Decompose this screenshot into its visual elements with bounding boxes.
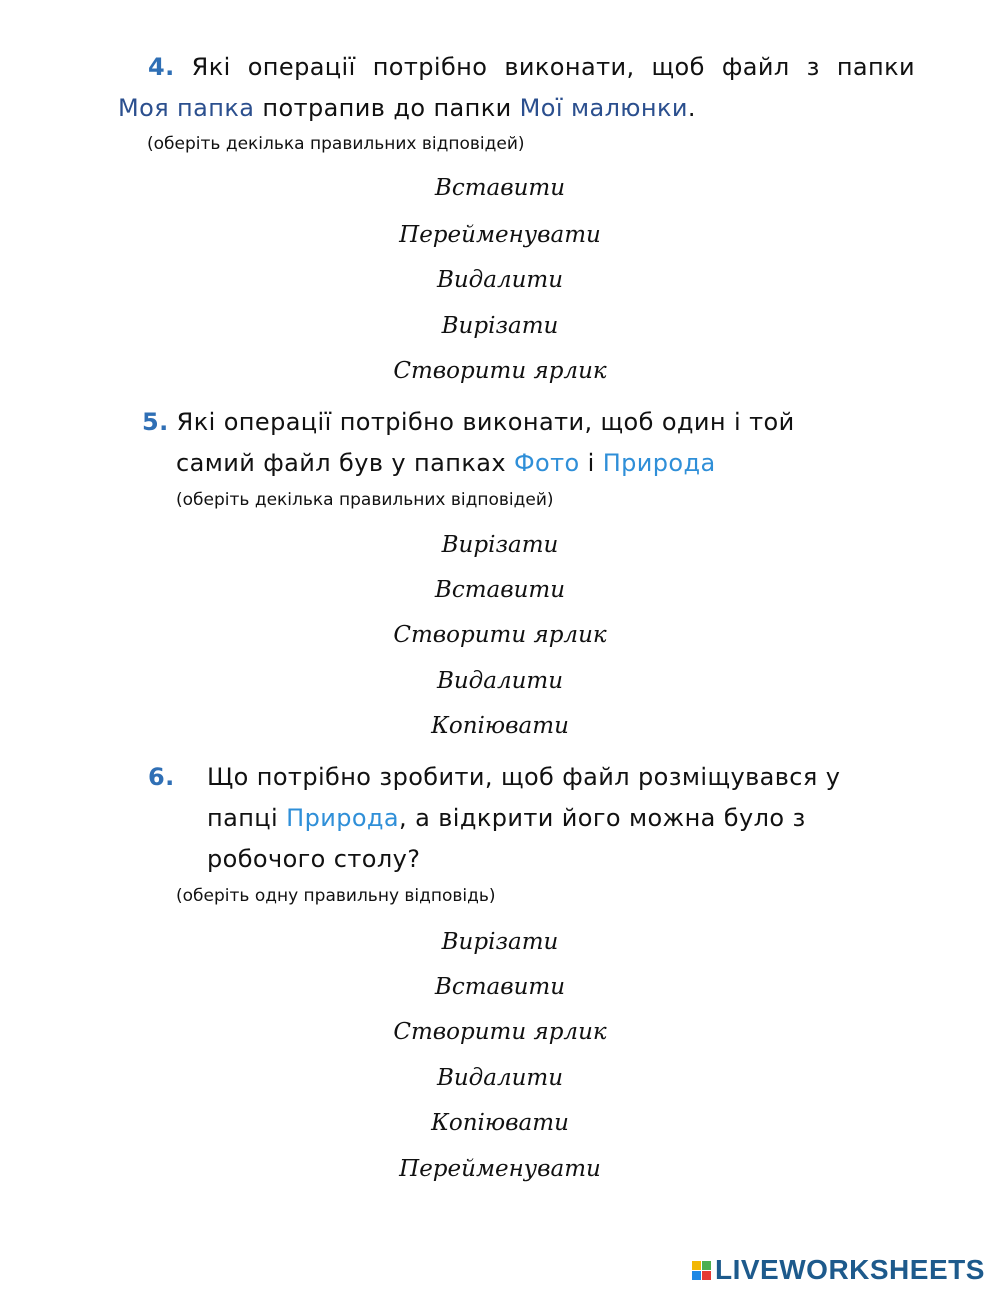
folder-name-nature: Природа	[602, 449, 716, 477]
q4-option-4[interactable]: Вирізати	[441, 313, 559, 339]
question-6-line3	[207, 839, 420, 880]
q6-option-6[interactable]: Перейменувати	[399, 1156, 601, 1182]
question-4	[148, 47, 915, 88]
question-4-number: 4.	[148, 53, 175, 81]
question-5-number: 5.	[142, 408, 169, 436]
question-5-hint: (оберіть декілька правильних відповідей)	[176, 490, 554, 510]
q6-option-3[interactable]: Створити ярлик	[393, 1019, 607, 1045]
q5-option-2[interactable]: Вставити	[434, 577, 566, 603]
liveworksheets-logo	[692, 1255, 985, 1285]
q6-option-1[interactable]: Вирізати	[441, 929, 559, 955]
question-6-line3-text: робочого столу?	[207, 845, 421, 873]
q5-option-1[interactable]: Вирізати	[441, 532, 559, 558]
q5-option-5[interactable]: Копіювати	[431, 713, 569, 739]
question-5-conj: і	[579, 449, 603, 477]
question-5	[142, 402, 795, 443]
question-6-line2-start: папці	[207, 804, 287, 832]
question-6-line1	[207, 757, 840, 798]
q4-option-2[interactable]: Перейменувати	[399, 222, 601, 248]
question-4-line2	[118, 88, 696, 129]
question-6-line2	[207, 798, 806, 839]
question-5-line2-start: самий файл був у папках	[176, 449, 514, 477]
q6-option-5[interactable]: Копіювати	[431, 1110, 569, 1136]
logo-mark-icon	[692, 1261, 711, 1280]
question-4-line1: Які операції потрібно виконати, щоб файл з папки	[191, 53, 916, 81]
logo-square-2	[702, 1261, 711, 1270]
q6-option-2[interactable]: Вставити	[434, 974, 566, 1000]
question-6-number-wrap	[148, 757, 175, 798]
question-6-number: 6.	[148, 763, 175, 791]
q5-option-4[interactable]: Видалити	[436, 668, 564, 694]
folder-name-my-folder: Моя папка	[118, 94, 255, 122]
q6-option-4[interactable]: Видалити	[436, 1065, 564, 1091]
question-4-middle: потрапив до папки	[254, 94, 520, 122]
folder-name-my-pictures: Мої малюнки	[519, 94, 688, 122]
logo-square-3	[692, 1271, 701, 1280]
question-5-line1: Які операції потрібно виконати, щоб один і той	[176, 408, 795, 436]
q5-option-3[interactable]: Створити ярлик	[393, 622, 607, 648]
logo-square-1	[692, 1261, 701, 1270]
folder-name-photo: Фото	[513, 449, 580, 477]
question-5-line2	[176, 443, 716, 484]
logo-square-4	[702, 1271, 711, 1280]
question-4-end: .	[687, 94, 696, 122]
q4-option-1[interactable]: Вставити	[434, 175, 566, 201]
logo-text: LIVEWORKSHEETS	[715, 1254, 985, 1285]
folder-name-nature-q6: Природа	[286, 804, 400, 832]
q4-option-3[interactable]: Видалити	[436, 267, 564, 293]
question-6-hint: (оберіть одну правильну відповідь)	[176, 886, 496, 906]
q4-option-5[interactable]: Створити ярлик	[393, 358, 607, 384]
question-6-line2-end: , а відкрити його можна було з	[399, 804, 806, 832]
question-4-hint: (оберіть декілька правильних відповідей)	[147, 134, 525, 154]
question-6-line1-text: Що потрібно зробити, щоб файл розміщувався у	[207, 763, 841, 791]
